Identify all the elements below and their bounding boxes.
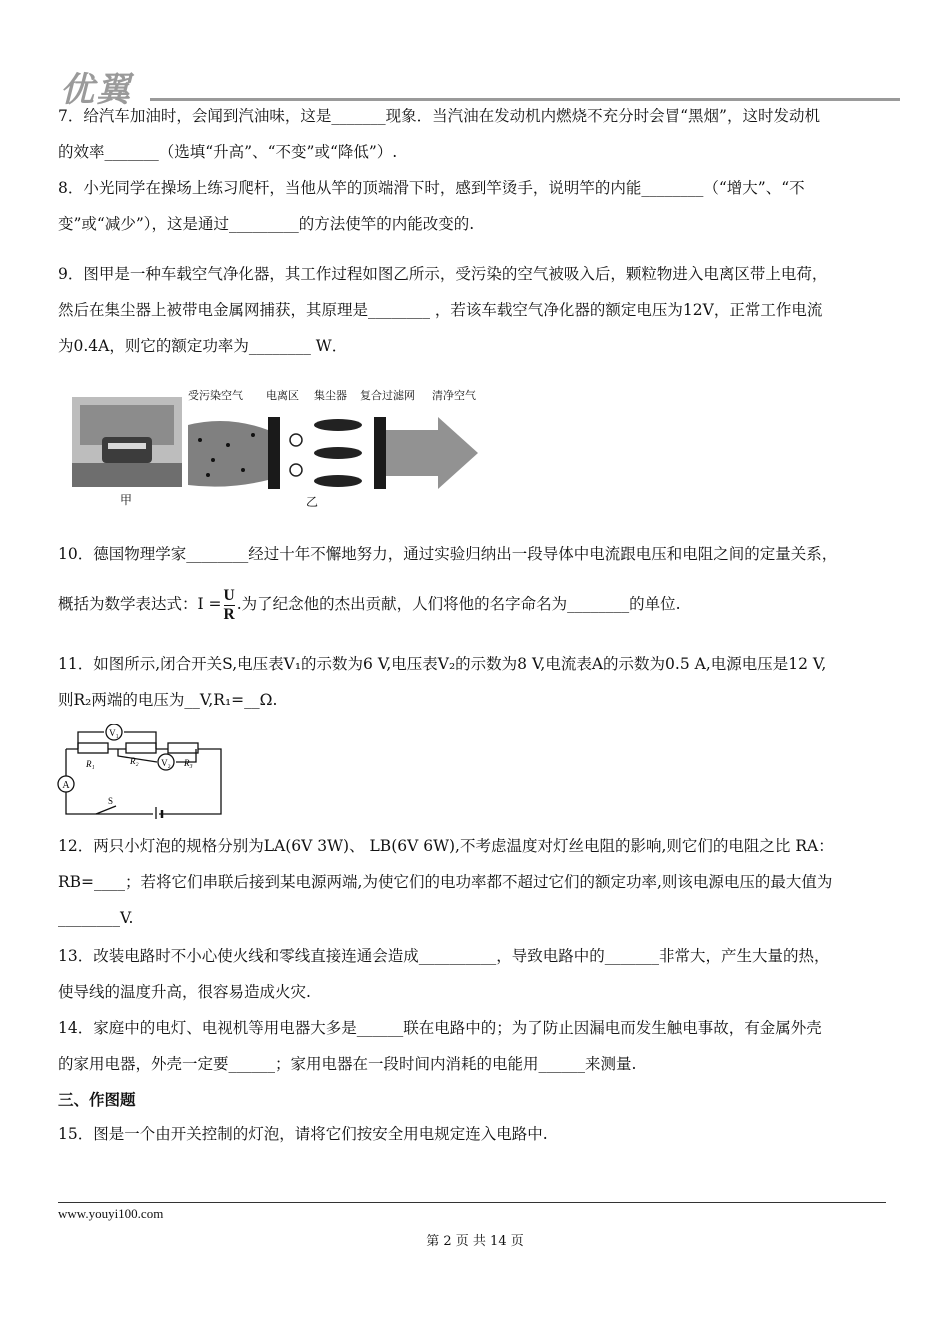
q10-expr-suffix: .为了纪念他的杰出贡献，人们将他的名字命名为________的单位. — [236, 595, 681, 613]
q9-figure — [68, 385, 498, 515]
q12-line3: ________V. — [58, 909, 134, 927]
question-7 — [58, 98, 888, 170]
question-15 — [58, 1116, 888, 1152]
purifier-process-diagram — [188, 405, 498, 500]
q12-line2: RB=____；若将它们串联后接到某电源两端,为使它们的电功率都不超过它们的额定功率,则该电源电压的最大值为 — [58, 873, 833, 891]
figure-label-jia: 甲 — [120, 493, 133, 507]
q7-line2: 的效率_______（选填“升高”、“不变”或“降低”）. — [58, 143, 398, 161]
ohm-law-fraction — [224, 588, 235, 622]
q12-line1: 12．两只小灯泡的规格分别为LA(6V 3W)、 LB(6V 6W),不考虑温度对灯丝电阻的影响,则它们的电阻之比 RA： — [58, 837, 834, 855]
v1-label: V₁ — [109, 728, 119, 738]
frac-denominator: R — [223, 605, 235, 623]
q15-line1: 15．图是一个由开关控制的灯泡，请将它们按安全用电规定连入电路中. — [58, 1125, 548, 1143]
car-purifier-photo — [72, 397, 182, 487]
r2-label: R₂ — [130, 756, 139, 766]
q14-line2: 的家用电器，外壳一定要______；家用电器在一段时间内消耗的电能用______来测量. — [58, 1055, 637, 1073]
stage-label-polluted: 受污染空气 — [188, 389, 243, 402]
footer-rule — [58, 1202, 886, 1203]
q11-line1: 11．如图所示,闭合开关S,电压表V₁的示数为6 V,电压表V₂的示数为8 V,电流表A的示数为0.5 A,电源电压是12 V, — [58, 655, 827, 673]
q11-line2: 则R₂两端的电压为__V,R₁=__Ω. — [58, 691, 278, 709]
stage-label-clean: 清净空气 — [432, 389, 476, 402]
ammeter-label: A — [62, 780, 70, 791]
r3-label: R₃ — [184, 758, 193, 768]
question-12 — [58, 828, 888, 936]
switch-label: S — [108, 796, 114, 806]
footer-url: www.youyi100.com — [58, 1206, 164, 1221]
stage-label-collector: 集尘器 — [314, 389, 347, 402]
q10-line2 — [58, 586, 888, 622]
q13-line2: 使导线的温度升高，很容易造成火灾. — [58, 983, 311, 1001]
question-11 — [58, 646, 888, 718]
q10-line1: 10．德国物理学家________经过十年不懈地努力，通过实验归纳出一段导体中电流跟电压和电阻之间的定量关系， — [58, 545, 838, 563]
stage-label-ionizer: 电离区 — [266, 389, 299, 402]
q14-line1: 14．家庭中的电灯、电视机等用电器大多是______联在电路中的；为了防止因漏电而发生触电事故，有金属外壳 — [58, 1019, 822, 1037]
question-9 — [58, 256, 888, 364]
figure-label-yi: 乙 — [306, 495, 319, 509]
q9-line3: 为0.4A，则它的额定功率为________ W． — [58, 337, 348, 355]
question-13 — [58, 938, 888, 1010]
logo: 优翼 — [60, 70, 132, 110]
q9-line2: 然后在集尘器上被带电金属网捕获，其原理是________ ，若该车载空气净化器的额定电压为12V，正常工作电流 — [58, 301, 823, 319]
question-14 — [58, 1010, 888, 1082]
q9-line1: 9．图甲是一种车载空气净化器，其工作过程如图乙所示，受污染的空气被吸入后，颗粒物进入电离区带上电荷， — [58, 265, 828, 283]
q8-line1: 8．小光同学在操场上练习爬杆，当他从竿的顶端滑下时，感到竿烫手，说明竿的内能________（“增大”、“不 — [58, 179, 805, 197]
frac-numerator: U — [223, 587, 235, 604]
q8-line2: 变”或“减少”），这是通过_________的方法使竿的内能改变的. — [58, 215, 475, 233]
section-title: 三、作图题 — [58, 1091, 136, 1109]
page-number: 第 2 页 共 14 页 — [426, 1234, 524, 1249]
stage-label-filter: 复合过滤网 — [360, 389, 415, 402]
r1-label: R₁ — [86, 759, 95, 769]
q13-line1: 13．改装电路时不小心使火线和零线直接连通会造成__________，导致电路中的_______非常大，产生大量的热， — [58, 947, 830, 965]
v2-label: V₂ — [161, 758, 171, 768]
question-10 — [58, 536, 888, 622]
q11-circuit-diagram — [56, 724, 236, 819]
question-8 — [58, 170, 888, 242]
q10-expr-prefix: 概括为数学表达式：I = — [58, 595, 222, 613]
q7-line1: 7．给汽车加油时，会闻到汽油味，这是_______现象．当汽油在发动机内燃烧不充分时会冒“黑烟”，这时发动机 — [58, 107, 820, 125]
